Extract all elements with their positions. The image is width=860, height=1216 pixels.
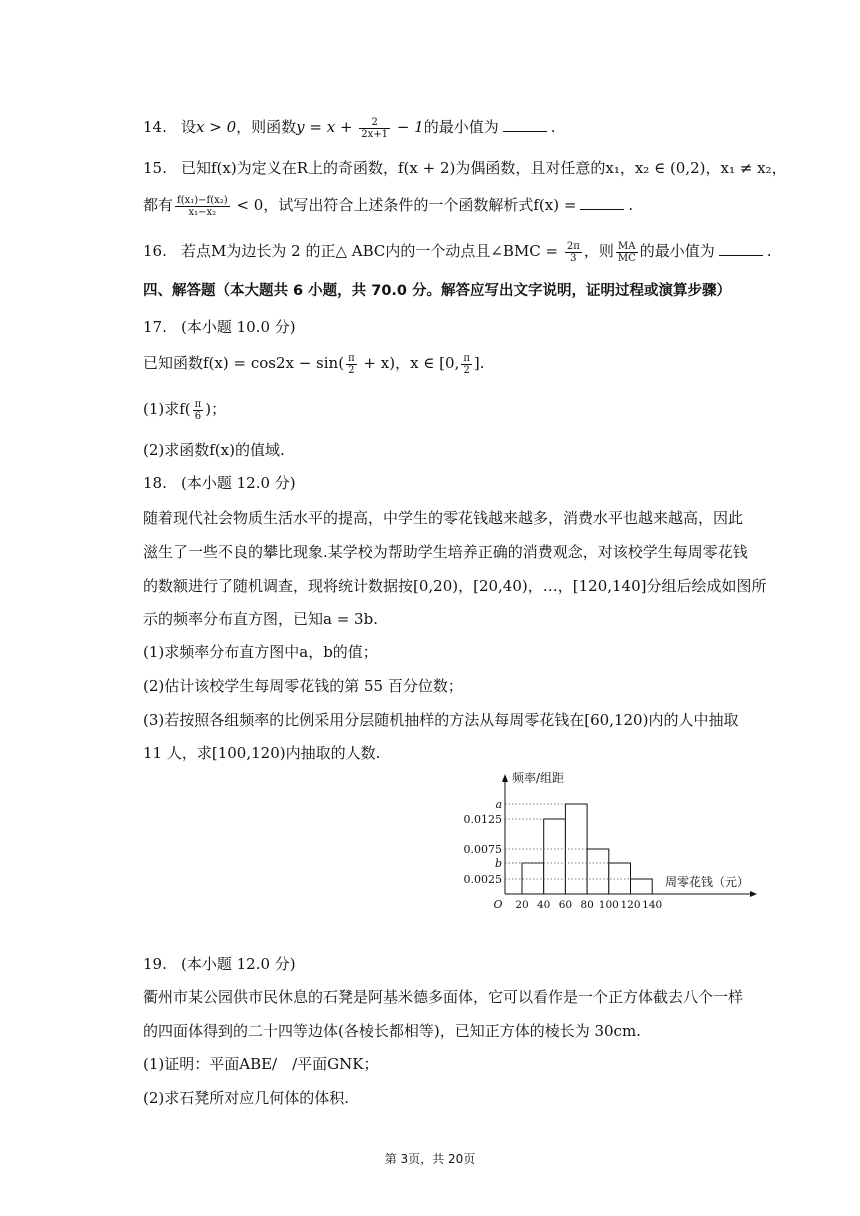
histogram-bar (631, 879, 653, 894)
fraction: $\frac{\pi}{6}$ (194, 398, 202, 422)
question-19-part-2: (2)求石凳所对应几何体的体积. (143, 1089, 350, 1107)
x-tick-label: 20 (515, 899, 529, 911)
origin-label: O (493, 898, 503, 911)
question-17-part-1: (1)求f( $\frac{\pi}{6}$ )； (143, 398, 227, 422)
answer-blank (719, 241, 763, 256)
y-tick-label: 0.0125 (463, 813, 502, 826)
fraction: $\frac{\pi}{2}$ (463, 352, 470, 376)
question-19-header (143, 953, 296, 975)
question-number: 18. (143, 474, 167, 492)
fraction: $\frac{\text{f(x₁)−f(x₂)}}{\text{x₁−x₂}}$ (177, 194, 228, 218)
question-18-header (143, 472, 296, 494)
y-axis-arrow (502, 774, 508, 782)
question-18-part-1: (1)求频率分布直方图中a，b的值； (143, 643, 378, 661)
answer-blank (580, 195, 624, 210)
question-19-part-1: (1)证明：平面ABE/ /平面GNK； (143, 1055, 379, 1073)
score: (本小题 10.0 分) (181, 318, 296, 336)
x-axis-title: 周零花钱（元） (665, 875, 750, 889)
x-tick-label: 120 (620, 899, 641, 911)
fraction: $\frac{2\pi}{3}$ (566, 240, 580, 264)
histogram-bar (587, 849, 609, 894)
question-18-part-3a: (3)若按照各组频率的比例采用分层随机抽样的方法从每周零花钱在[60,120)内的人中抽取 (143, 711, 739, 729)
question-18-text-1: 随着现代社会物质生活水平的提高，中学生的零花钱越来越多，消费水平也越来越高，因此 (143, 509, 744, 527)
question-number: 14. (143, 118, 167, 136)
score: (本小题 12.0 分) (181, 955, 296, 973)
question-14: 14. 设x > 0，则函数y = x + $\frac{2}{2x+1}$ − 1的最小值为 . (143, 116, 556, 140)
question-number: 17. (143, 318, 167, 336)
y-tick-label: b (494, 857, 502, 870)
answer-blank (503, 117, 547, 132)
question-17-stem: 已知函数f(x) = cos2x − sin( $\frac{\pi}{2}$ + x)，x ∈ [0, $\frac{\pi}{2}$ ]. (143, 352, 485, 376)
y-axis-title: 频率/组距 (512, 771, 565, 785)
page-footer: 第 3页，共 20页 (384, 1152, 476, 1166)
score: (本小题 12.0 分) (181, 474, 296, 492)
x-tick-label: 60 (558, 899, 573, 911)
question-18-part-2: (2)估计该校学生每周零花钱的第 55 百分位数； (143, 677, 463, 695)
frequency-histogram (455, 768, 765, 913)
y-tick-label: 0.0075 (463, 843, 502, 856)
histogram-bar (609, 863, 631, 894)
question-18-part-3b: 11 人，求[100,120)内抽取的人数. (143, 744, 381, 762)
question-18-text-4: 示的频率分布直方图，已知a = 3b. (143, 610, 378, 628)
question-18-text-2: 滋生了一些不良的攀比现象.某学校为帮助学生培养正确的消费观念，对该校学生每周零花钱 (143, 543, 748, 561)
question-15-line-2: 都有 $\frac{\text{f(x₁)−f(x₂)}}{\text{x₁−x₂}}$ < 0，试写出符合上述条件的一个函数解析式f(x) = . (143, 194, 634, 218)
question-number: 15. (143, 159, 167, 177)
question-16: 16. 若点M为边长为 2 的正△ ABC内的一个动点且∠BMC = $\frac{2\pi}{3}$ ，则 $\frac{MA}{MC}$ 的最小值为 . (143, 240, 772, 264)
histogram-bar (522, 863, 544, 894)
question-19-text-2: 的四面体得到的二十四等边体(各棱长都相等)，已知正方体的棱长为 30cm. (143, 1022, 641, 1040)
question-19-text-1: 衢州市某公园供市民休息的石凳是阿基米德多面体，它可以看作是一个正方体截去八个一样 (143, 988, 744, 1006)
question-17-header (143, 316, 296, 338)
y-tick-label: a (495, 798, 502, 811)
histogram-bar (544, 819, 566, 894)
x-axis-arrow (750, 891, 757, 897)
y-tick-label: 0.0025 (463, 873, 502, 886)
question-18-text-3: 的数额进行了随机调查，现将统计数据按[0,20)，[20,40)，…，[120,140]分组后绘成如图所 (143, 577, 767, 595)
question-17-part-2: (2)求函数f(x)的值域. (143, 441, 285, 459)
fraction: $\frac{2}{2x+1}$ (361, 116, 389, 140)
fraction: $\frac{MA}{MC}$ (617, 240, 636, 264)
question-15-line-1: 15. 已知f(x)为定义在R上的奇函数，f(x + 2)为偶函数，且对任意的x₁，x₂ ∈ (0,2)，x₁ ≠ x₂， (143, 159, 787, 177)
question-number: 19. (143, 955, 167, 973)
question-number: 16. (143, 242, 167, 260)
x-tick-label: 140 (642, 899, 663, 911)
x-tick-label: 80 (580, 899, 594, 911)
section-heading: 四、解答题（本大题共 6 小题，共 70.0 分。解答应写出文字说明，证明过程或演算步骤） (143, 283, 732, 299)
fraction: $\frac{\pi}{2}$ (348, 352, 355, 376)
x-tick-label: 100 (598, 899, 619, 911)
x-tick-label: 40 (537, 899, 551, 911)
